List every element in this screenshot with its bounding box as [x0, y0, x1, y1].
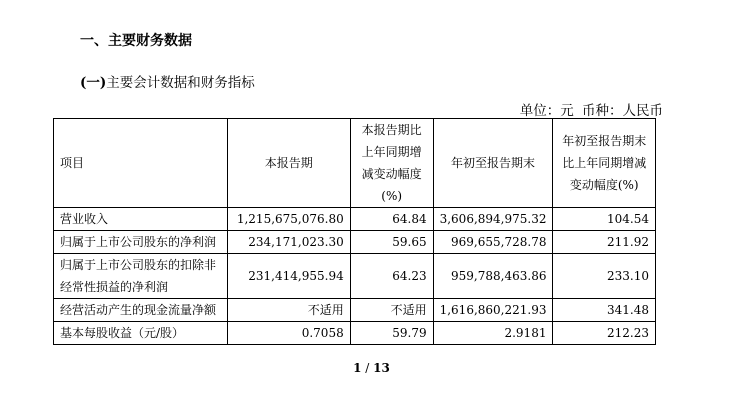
cell-current-change: 59.79: [350, 322, 433, 345]
cell-ytd-change: 212.23: [553, 322, 656, 345]
cell-ytd: 3,606,894,975.32: [433, 208, 553, 231]
financial-table: [53, 118, 656, 345]
header-current-period: 本报告期: [227, 119, 350, 208]
cell-ytd: 969,655,728.78: [433, 231, 553, 254]
subsection-prefix: (一): [80, 75, 107, 91]
unit-line: [520, 99, 663, 119]
cell-current-period: 0.7058: [227, 322, 350, 345]
cell-ytd-change: 211.92: [553, 231, 656, 254]
row-label: 经营活动产生的现金流量净额: [54, 299, 228, 322]
header-ytd-change: 年初至报告期末比上年同期增减变动幅度(%): [553, 119, 656, 208]
subsection-title: [80, 71, 255, 91]
table-row: [54, 231, 656, 254]
page-number: [0, 361, 743, 375]
unit-label: 单位：元: [519, 103, 574, 119]
cell-current-change: 59.65: [350, 231, 433, 254]
table-row: [54, 208, 656, 231]
cell-current-period: 不适用: [227, 299, 350, 322]
table-row: [54, 322, 656, 345]
table-row: [54, 299, 656, 322]
cell-ytd-change: 341.48: [553, 299, 656, 322]
cell-ytd-change: 104.54: [553, 208, 656, 231]
cell-ytd: 1,616,860,221.93: [433, 299, 553, 322]
row-label: 营业收入: [54, 208, 228, 231]
header-current-change: 本报告期比上年同期增减变动幅度(%): [350, 119, 433, 208]
section-title: 一、主要财务数据: [80, 33, 192, 49]
header-ytd: 年初至报告期末: [433, 119, 553, 208]
cell-current-change: 不适用: [350, 299, 433, 322]
page-total: 13: [373, 361, 390, 375]
subsection-text: 主要会计数据和财务指标: [106, 75, 255, 91]
table-row: [54, 254, 656, 299]
page-current: 1: [353, 361, 362, 375]
cell-ytd: 959,788,463.86: [433, 254, 553, 299]
row-label: 基本每股收益（元/股）: [54, 322, 228, 345]
page-separator: /: [365, 361, 370, 375]
cell-current-period: 234,171,023.30: [227, 231, 350, 254]
cell-ytd-change: 233.10: [553, 254, 656, 299]
header-item: 项目: [54, 119, 228, 208]
cell-current-period: 231,414,955.94: [227, 254, 350, 299]
cell-current-change: 64.23: [350, 254, 433, 299]
row-label: 归属于上市公司股东的扣除非经常性损益的净利润: [54, 254, 228, 299]
cell-ytd: 2.9181: [433, 322, 553, 345]
cell-current-change: 64.84: [350, 208, 433, 231]
table-header-row: [54, 119, 656, 208]
currency-label: 币种：人民币: [582, 103, 663, 119]
row-label: 归属于上市公司股东的净利润: [54, 231, 228, 254]
cell-current-period: 1,215,675,076.80: [227, 208, 350, 231]
